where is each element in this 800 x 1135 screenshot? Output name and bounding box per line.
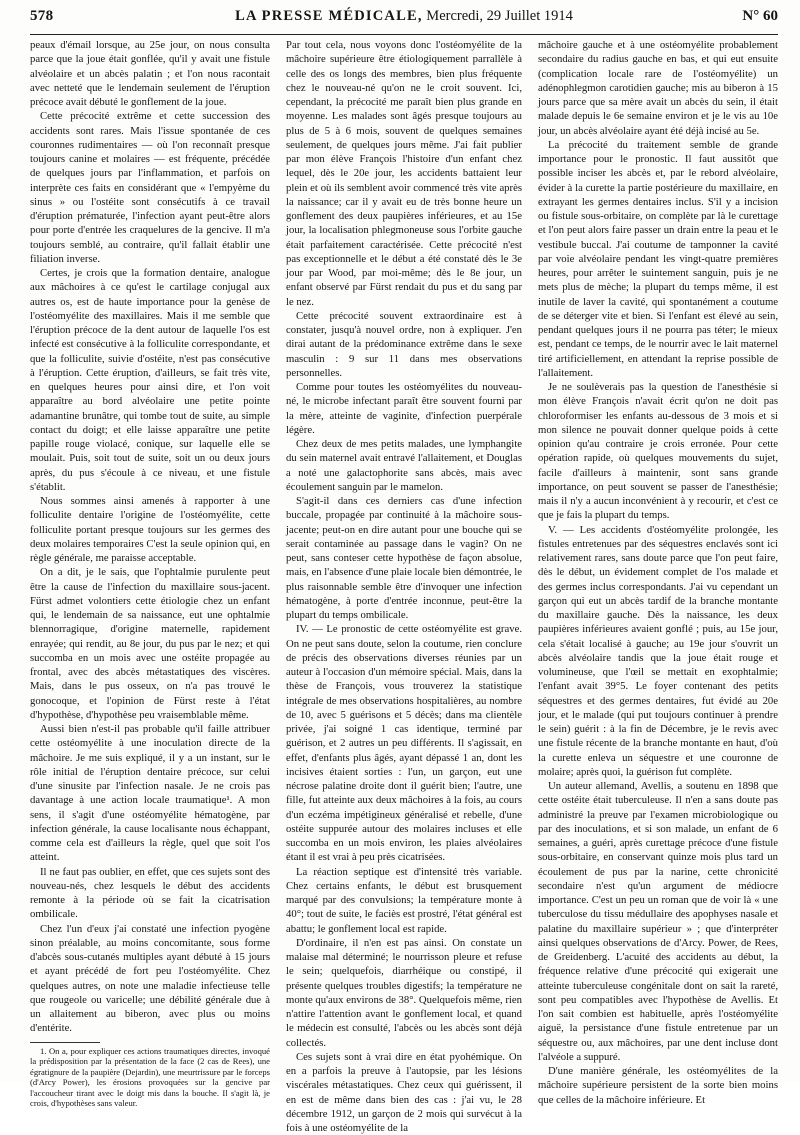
text-column-3: [538, 38, 778, 1106]
paragraph: Comme pour toutes les ostéomyélites du nouveau-né, le microbe infectant paraît être souvent fourni par la mère, atteinte de vaginite, d'infection puerpérale légère.: [286, 381, 522, 436]
paragraph: D'ordinaire, il n'en est pas ainsi. On constate un malaise mal déterminé; le nourrisson pleure et refuse le sein; quelquefois, diarrhéique ou constipé, il présente quelques troubles digestifs; la température ne monte qu'aux environs de 38°. Quelquefois même, rien n'attire l'attention avant le gonflement local, et quand le médecin est consulté, l'abcès ou les abcès sont déjà collectés.: [286, 936, 522, 1049]
text-column-2: [286, 38, 522, 1134]
paragraph: La réaction septique est d'intensité très variable. Chez certains enfants, le début est brusquement marqué par des convulsions; la température monte à 40°; tout de suite, le faciès est prostré, l'état général est abattu; le gonflement local est rapide.: [286, 865, 522, 935]
page-header: [30, 8, 778, 35]
page-number: 578: [30, 8, 54, 24]
paragraph: Un auteur allemand, Avellis, a soutenu en 1898 que cette ostéite était tuberculeuse. Il n'en a sans doute pas administré la preuve par l'examen microbiologique ou par des inoculations, et si son malade, un enfant de 6 semaines, a guéri, après curettage précoce d'une fistule sous-orbitaire, en conservant quinze mois plus tard un écoulement de pus par la narine, cette chronicité secondaire n'est qu'un argument de médiocre importance. C'est un peu un roman que de voir là « une tuberculose du tissu médullaire des apophyses nasale et palatine du maxillaire supérieur » ; que d'interpréter ainsi quelques observations de d'Arcy. Power, de Rees, de Greidenberg. L'acuité des accidents au début, la fréquence relative d'une précocité qui exigerait une atteinte tuberculeuse congénitale dont on sait la rareté, sont peu compatibles avec l'hypothèse de Avellis. Et l'on sait combien est habituelle, après l'ostéomyélite aiguë, la persistance d'une fistule entretenue par un séquestre ou, aux mâchoires, par une dent incluse dont l'alvéole a suppuré.: [538, 780, 778, 1063]
paragraph: Cette précocité souvent extraordinaire est à constater, jusqu'à nouvel ordre, non à expliquer. J'en dirai autant de la prédominance extrême dans le sexe masculin : 9 sur 11 dans mes observations personnelles.: [286, 309, 522, 379]
paragraph: Chez deux de mes petits malades, une lymphangite du sein maternel avait entravé l'allaitement, et Douglas a noté une galactophorite sans abcès, mais avec écoulement sanguin par le mamelon.: [286, 438, 522, 493]
paragraph: peaux d'émail lorsque, au 25e jour, on nous consulta parce que la joue était gonflée, qu'il y avait une fistule alvéolaire et un abcès palatin ; et l'on nous racontait avec netteté que le lendemain seulement de l'éruption précoce avait débuté le gonflement de la joue.: [30, 39, 270, 108]
paragraph: V. — Les accidents d'ostéomyélite prolongée, les fistules entretenues par des séquestres enclavés sont ici relativement rares, sans doute parce que l'on peut faire, dès le début, un évidement complet de l'os malade et des germes inclus correspondants. J'ai vu cependant un garçon qui eut un abcès tardif de la branche montante du maxillaire gauche. Dès la naissance, les deux paupières inférieures avaient gonflé ; puis, au 15e jour, cela s'était localisé à gauche; au 19e jour s'ouvrit un abcès alvéolaire tandis que la joue était rouge et volumineuse, que l'œil se mettait en exophtalmie; l'enfant avait 39°5. Le foyer contenant des petits séquestres et des germes dentaires, fut évidé au 20e jour, et le malade (qui put toujours continuer à prendre le sein) guérit : à la fin de Décembre, je le revis avec une fistule récente de la branche montante en haut, d'où la curette enleva un séquestre et une couronne de molaire; après quoi, la guérison fut complète.: [538, 523, 778, 778]
paragraph: IV. — Le pronostic de cette ostéomyélite est grave. On ne peut sans doute, selon la coutume, rien conclure de précis des observations diverses réunies par un auteur à l'occasion d'un mémoire spécial. Mais, dans la thèse de François, vous trouverez la statistique intégrale de mes observations hospitalières, au nombre de 10, avec 5 guérisons et 5 décès; dans ma clientèle privée, j'ai soigné 1 cas identique, terminé par guérison, et 2 autres un peu différents. Il s'agissait, en effet, d'enfants plus âgés, ayant dépassé 1 an, dont les incisives étaient sorties : l'un, un garçon, eut une nécrose palatine droite dont il guérit bien; l'autre, une fille, fut atteinte aux deux mâchoires à la fois, au cours d'un eczéma impétigineux généralisé et rebelle, d'une ostéite suppurée autour des molaires incluses et elle succomba en un mois environ, les plaies alvéolaires étant il est vrai à peu près cicatrisées.: [286, 623, 522, 864]
paragraph: D'une manière générale, les ostéomyélites de la mâchoire supérieure persistent de la sorte bien moins que celles de la mâchoire inférieure. Et: [538, 1065, 778, 1106]
paragraph: Ces sujets sont à vrai dire en état pyohémique. On en a parfois la preuve à l'autopsie, par les lésions viscérales métastatiques. Chez ceux qui guérissent, il en est de même dans bien des cas : j'ai vu, le 28 décembre 1912, un garçon de 2 mois qui survécut à la fois à une ostéomyélite de la: [286, 1050, 522, 1134]
issue-number: N° 60: [742, 8, 778, 24]
footnote: 1. On a, pour expliquer ces actions traumatiques directes, invoqué la prédisposition par la présentation de la face (2 cas de Rees), une égratignure de la paupière (Dejardin), une meurtrissure par le forceps (d'Arcy Power), les érosions provoquées sur la gencive par l'accoucheur tirant avec le doigt mis dans la bouche. Il s'agit là, je crois, d'hypothèses sans valeur.: [30, 1045, 270, 1109]
paragraph: Cette précocité extrême et cette succession des accidents sont rares. Mais l'issue spontanée de ces couronnes rudimentaires — où l'on reconnaît presque toujours canine et molaires — est fréquente, précédée de quelques jours par l'inflammation, et parfois on interprète ces faits en considérant que « l'empyème du sinus » ou l'ostéite sont consécutifs à ce travail d'éruption prématurée, l'infection ayant peut-être alors pour porte d'entrée les craquelures de la gencive. Il m'a toujours semblé, au contraire, qu'il fallait établir une filiation inverse.: [30, 110, 270, 265]
footnote-rule: [30, 1042, 100, 1043]
paragraph: Il ne faut pas oublier, en effet, que ces sujets sont des nouveau-nés, chez lesquels le début des accidents remonte à la période où se fait la cicatrisation ombilicale.: [30, 865, 270, 921]
paragraph: Certes, je crois que la formation dentaire, analogue aux mâchoires à ce qu'est le cartilage conjugal aux autres os, est de haute importance pour la genèse de l'ostéomyélite des maxillaires. Mais il me semble que l'éruption précoce de la dent autour de laquelle l'os est infecté est consécutive à la folliculite correspondante, et que la folliculite, suivie d'ostéite, n'est pas consécutive à l'éruption. Cette éruption, d'ailleurs, se fait très vite, en quelques heures pour ainsi dire, et l'on voit apparaître au bord alvéolaire une petite pointe adamantine brunâtre, qui tombe tout de suite, au simple contact du doigt; et elle laisse apparaître une petite papille rouge violacé, conique, sur laquelle elle se moulait. Puis, soit tout de suite, soit un ou deux jours après, du pus s'écoule à ce niveau, et une fistule s'établit.: [30, 267, 270, 493]
running-title: [30, 8, 778, 25]
issue-date: Mercredi, 29 Juillet 1914: [426, 8, 573, 24]
paragraph: Chez l'un d'eux j'ai constaté une infection pyogène sinon préalable, au moins concomitante, sous forme d'abcès sous-cutanés multiples ayant débuté à 15 jours et ayant précédé de fort peu l'ostéomyélite. Chez quelques autres, on note une maladie infectieuse telle que rougeole ou varicelle; une débilité générale due à un allaitement au biberon, avec plus ou moins d'entérite.: [30, 922, 270, 1035]
paragraph: Je ne soulèverais pas la question de l'anesthésie si mon élève François n'avait écrit qu'on ne doit pas chloroformiser les enfants au-dessous de 3 mois et si mon silence ne pouvait donner quelque poids à cette opinion qu'au contraire je crois erronée. Pour cette opération rapide, où quelques mouvements du sujet, facile d'ailleurs à maintenir, sont sans grande importance, on peut souvent se passer de l'anesthésie; mais il n'y a aucun inconvénient à y recourir, et c'est ce que je fais la plupart du temps.: [538, 381, 778, 522]
paragraph: Nous sommes ainsi amenés à rapporter à une folliculite dentaire l'origine de l'ostéomyélite, cette folliculite portant presque toujours sur les germes des deux molaires temporaires C'est la seule opinion qui, en règle générale, me paraisse acceptable.: [30, 495, 270, 564]
paragraph: mâchoire gauche et à une ostéomyélite probablement secondaire du radius gauche en bas, et qui eut ensuite (complication locale rare de l'ostéomyélite) un adénophlegmon carotidien gauche; mis au biberon à 15 jours parce que sa mère avait un abcès du sein, il était malade depuis le 6e semaine environ et je le vis au 10e jour, un abcès alvéolaire ayant été déjà incisé au 5e.: [538, 39, 778, 137]
journal-name: LA PRESSE MÉDICALE,: [235, 8, 423, 24]
paragraph: La précocité du traitement semble de grande importance pour le pronostic. Il faut aussitôt que possible inciser les abcès et, par le rebord alvéolaire, évider à la curette la partie postérieure du maxillaire, en extrayant les germes dentaires inclus. S'il y a incision ou fistule sous-orbitaire, on complète par là le curettage et l'on peut alors faire passer un drain entre la peau et le vestibule buccal. J'ai coutume de tamponner la cavité par voie alvéolaire pendant les vingt-quatre premières heures, pour arrêter le suintement sanguin, puis je ne mets plus de mèche; la plupart du temps même, il est inutile de laver la cavité, qui spontanément a coutume de se déterger vite et bien. Si l'enfant est élevé au sein, pendant quelques jours il ne pourra pas téter; le mieux est, pendant ce temps, de le nourrir avec le lait maternel tiré artificiellement, en attendant la reprise possible de l'allaitement.: [538, 138, 778, 379]
paragraph: S'agit-il dans ces derniers cas d'une infection buccale, propagée par continuité à la mâchoire sous-jacente; peut-on en dire autant pour une bouche qui se serait contaminée au passage dans le vagin? On ne peut, sans conteser cette hypothèse de façon absolue, mais, en l'absence d'une plaie locale bien démontrée, le plus raisonnable semble être d'invoquer une infection hématogène, à porte d'entrée inconnue, peut-être la plupart du temps ombilicale.: [286, 495, 522, 621]
text-column-1: [30, 38, 270, 1109]
paragraph: Aussi bien n'est-il pas probable qu'il faille attribuer cette ostéomyélite à une inoculation directe de la mâchoire. Je me suis expliqué, il y a un instant, sur le rôle initial de l'éruption dentaire précoce, sur celui d'une sinusite par l'infection nasale. Je ne crois pas davantage à une action locale traumatique¹. A mon sens, il s'agit d'une ostéomyélite hématogène, par infection générale, la cause localisante nous échappant, comme cela est d'ailleurs la règle, quel que soit l'os atteint.: [30, 723, 270, 864]
paragraph: Par tout cela, nous voyons donc l'ostéomyélite de la mâchoire supérieure être étiologiquement parrallèle à celle des os longs des membres, bien plus fréquente chez le nouveau-né qu'on ne le croit souvent. Ici, cependant, la précocité me paraît bien plus grande en moyenne. Les malades sont âgés presque toujours au plus de 5 à 6 mois, souvent de quelques semaines seulement, de quelques jours même. J'ai fait publier par mon élève François l'histoire d'un enfant chez lequel, dès le 20e jour, les accidents battaient leur plein et où ils semblent avoir commencé très vite après la naissance; car il y avait eu de très bonne heure un gonflement des deux paupières inférieures, et au 15e jour, la localisation phlegmoneuse sous l'orbite gauche était parfaitement caractérisée. Cette précocité n'est pas exceptionnelle et le début a été constaté dès le 3e jour par Wood, par moi-même; dès le 8e jour, un enfant observé par Fürst rendait du pus et du sang par le nez.: [286, 39, 522, 308]
paragraph: On a dit, je le sais, que l'ophtalmie purulente peut être la cause de l'infection du maxillaire sous-jacent. Fürst admet volontiers cette étiologie chez un enfant qui, le lendemain de sa naissance, eut une ophtalmie blennorragique, d'origine maternelle, rapidement enrayée; qui rendit, au 8e jour, du pus par le nez; et qui succomba en un mois avec une ostéite propagée au frontal, avec des abcès métastatiques des viscères. Mais, dans le pus osseux, on n'a pas trouvé le gonocoque, et l'opinion de Fürst reste à l'état d'hypothèse, d'hypothèse peu vraisemblable même.: [30, 566, 270, 721]
